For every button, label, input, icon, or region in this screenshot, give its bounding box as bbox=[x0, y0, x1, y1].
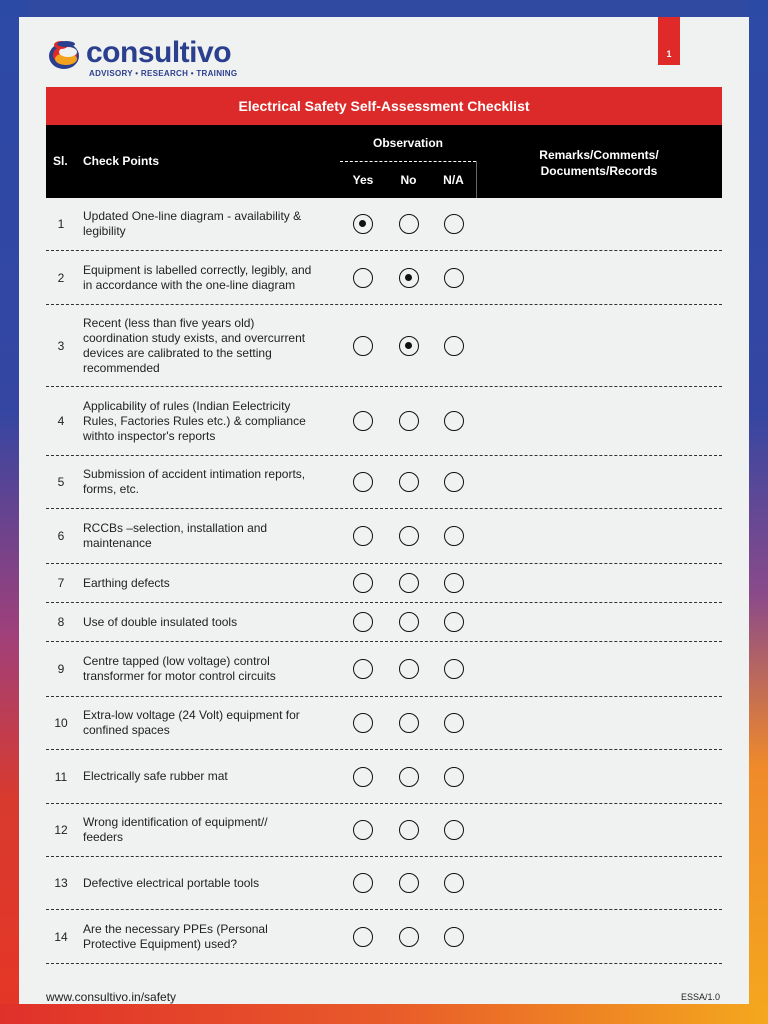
checklist-row bbox=[46, 697, 722, 750]
radio-na[interactable] bbox=[444, 612, 464, 632]
row-check-point-text bbox=[83, 263, 311, 293]
radio-no[interactable] bbox=[399, 820, 419, 840]
radio-no[interactable] bbox=[399, 873, 419, 893]
row-check-point-line: legibility bbox=[83, 224, 126, 238]
header-no: No bbox=[400, 173, 417, 187]
row-check-point-line: withto inspector's reports bbox=[83, 428, 216, 443]
header-remarks bbox=[516, 147, 682, 179]
checklist-row bbox=[46, 804, 722, 857]
row-check-point-line: Updated One-line diagram - availability & bbox=[83, 209, 302, 223]
radio-yes[interactable] bbox=[353, 411, 373, 431]
row-serial-number: 13 bbox=[54, 876, 68, 890]
radio-no[interactable] bbox=[399, 472, 419, 492]
radio-yes[interactable] bbox=[353, 659, 373, 679]
row-check-point-text bbox=[83, 922, 268, 952]
table-header bbox=[46, 125, 722, 198]
radio-yes[interactable] bbox=[353, 336, 373, 356]
row-check-point bbox=[83, 910, 333, 963]
checklist-row bbox=[46, 564, 722, 603]
row-check-point-line: Electrically safe rubber mat bbox=[83, 769, 228, 783]
radio-yes[interactable] bbox=[353, 612, 373, 632]
row-check-point-line: maintenance bbox=[83, 536, 152, 550]
checklist-row bbox=[46, 456, 722, 509]
row-check-point-text bbox=[83, 708, 300, 738]
row-check-point-line: Earthing defects bbox=[83, 575, 170, 590]
row-check-point-line: Use of double insulated tools bbox=[83, 614, 238, 629]
header-observation-divider bbox=[340, 161, 476, 162]
header-remarks-line-2: Documents/Records bbox=[540, 164, 658, 178]
row-check-point-text bbox=[83, 399, 306, 444]
radio-yes[interactable] bbox=[353, 873, 373, 893]
row-check-point bbox=[83, 251, 333, 304]
checklist-row bbox=[46, 857, 722, 910]
radio-na[interactable] bbox=[444, 336, 464, 356]
row-serial-number: 14 bbox=[54, 929, 68, 944]
header-remarks-line-1: Remarks/Comments/ bbox=[539, 148, 659, 162]
row-check-point bbox=[83, 804, 333, 856]
header-column-divider bbox=[476, 161, 477, 198]
row-serial-number: 7 bbox=[57, 576, 65, 590]
row-check-point-line: Protective Equipment) used? bbox=[83, 936, 238, 951]
radio-no[interactable] bbox=[399, 268, 419, 288]
row-check-point-line: in accordance with the one-line diagram bbox=[83, 277, 296, 292]
radio-no[interactable] bbox=[399, 411, 419, 431]
radio-yes[interactable] bbox=[353, 713, 373, 733]
radio-no[interactable] bbox=[399, 612, 419, 632]
row-check-point-line: recommended bbox=[83, 360, 160, 375]
checklist-row bbox=[46, 750, 722, 804]
row-check-point-line: Extra-low voltage (24 Volt) equipment for bbox=[83, 708, 300, 722]
row-serial-number: 10 bbox=[54, 716, 68, 730]
header-yes: Yes bbox=[352, 173, 374, 187]
row-check-point bbox=[83, 305, 333, 386]
radio-no[interactable] bbox=[399, 526, 419, 546]
consultivo-logo-icon bbox=[46, 34, 86, 74]
radio-na[interactable] bbox=[444, 472, 464, 492]
checklist-row bbox=[46, 305, 722, 387]
radio-no[interactable] bbox=[399, 336, 419, 356]
row-check-point bbox=[83, 387, 333, 455]
radio-no[interactable] bbox=[399, 214, 419, 234]
row-check-point bbox=[83, 603, 333, 641]
radio-na[interactable] bbox=[444, 767, 464, 787]
radio-no[interactable] bbox=[399, 573, 419, 593]
row-check-point-line: transformer for motor control circuits bbox=[83, 669, 276, 683]
row-check-point-line: Wrong identification of equipment// bbox=[83, 815, 268, 829]
radio-no[interactable] bbox=[399, 659, 419, 679]
checklist-row bbox=[46, 198, 722, 251]
row-check-point-text bbox=[83, 209, 301, 239]
row-check-point-line: Submission of accident intimation reports, bbox=[83, 467, 306, 481]
radio-yes[interactable] bbox=[353, 927, 373, 947]
row-check-point bbox=[83, 564, 333, 602]
radio-yes[interactable] bbox=[353, 472, 373, 492]
radio-yes[interactable] bbox=[353, 767, 373, 787]
radio-na[interactable] bbox=[444, 820, 464, 840]
row-check-point-line: Applicability of rules (Indian Eelectricity bbox=[83, 398, 291, 413]
row-check-point-line: feeders bbox=[83, 830, 124, 844]
row-check-point bbox=[83, 697, 333, 749]
checklist-row bbox=[46, 509, 722, 564]
radio-na[interactable] bbox=[444, 214, 464, 234]
row-check-point-text bbox=[83, 654, 276, 684]
brand-name: consultivo bbox=[86, 36, 232, 69]
consultivo-logo bbox=[46, 34, 236, 94]
row-check-point bbox=[83, 642, 333, 696]
row-check-point bbox=[83, 750, 333, 803]
checklist-row bbox=[46, 251, 722, 305]
radio-no[interactable] bbox=[399, 927, 419, 947]
radio-no[interactable] bbox=[399, 713, 419, 733]
row-check-point-line: Recent (less than five years old) bbox=[83, 315, 255, 330]
radio-na[interactable] bbox=[444, 573, 464, 593]
radio-na[interactable] bbox=[444, 268, 464, 288]
brand-tagline: ADVISORY • RESEARCH • TRAINING bbox=[89, 69, 238, 78]
row-check-point-line: forms, etc. bbox=[83, 482, 140, 496]
row-check-point-text bbox=[83, 769, 228, 784]
row-serial-number: 5 bbox=[57, 475, 65, 489]
row-serial-number: 8 bbox=[57, 615, 65, 629]
row-serial-number: 4 bbox=[57, 414, 65, 428]
radio-yes[interactable] bbox=[353, 268, 373, 288]
row-serial-number: 12 bbox=[54, 823, 68, 837]
radio-yes[interactable] bbox=[353, 820, 373, 840]
row-check-point-line: Equipment is labelled correctly, legibly, and bbox=[83, 262, 312, 277]
frame-right-gradient bbox=[746, 0, 768, 1024]
frame-bottom-gradient bbox=[0, 1004, 768, 1024]
row-serial-number: 2 bbox=[57, 270, 65, 285]
header-observation: Observation bbox=[372, 136, 444, 150]
row-check-point-line: coordination study exists, and overcurrent bbox=[83, 330, 306, 345]
header-na: N/A bbox=[443, 173, 464, 187]
checklist-row bbox=[46, 387, 722, 456]
row-check-point-line: Defective electrical portable tools bbox=[83, 875, 260, 890]
row-check-point-line: Are the necessary PPEs (Personal bbox=[83, 921, 268, 936]
row-check-point-text bbox=[83, 316, 305, 376]
row-serial-number: 1 bbox=[57, 217, 65, 231]
radio-na[interactable] bbox=[444, 526, 464, 546]
footer-document-code: ESSA/1.0 bbox=[681, 992, 721, 1002]
row-check-point bbox=[83, 198, 333, 250]
radio-na[interactable] bbox=[444, 927, 464, 947]
row-check-point-line: confined spaces bbox=[83, 723, 170, 737]
header-check-points: Check Points bbox=[83, 154, 160, 168]
radio-yes[interactable] bbox=[353, 573, 373, 593]
checklist-row bbox=[46, 910, 722, 964]
row-serial-number: 6 bbox=[57, 529, 65, 543]
radio-na[interactable] bbox=[444, 659, 464, 679]
radio-yes[interactable] bbox=[353, 526, 373, 546]
row-check-point-text bbox=[83, 521, 267, 551]
row-check-point-line: RCCBs –selection, installation and bbox=[83, 521, 268, 535]
row-check-point-text bbox=[83, 467, 305, 497]
header-sl: Sl. bbox=[53, 154, 68, 168]
row-check-point-line: Centre tapped (low voltage) control bbox=[83, 654, 270, 668]
row-serial-number: 11 bbox=[54, 769, 68, 784]
row-check-point-line: Rules, Factories Rules etc.) & compliance bbox=[83, 413, 306, 428]
checklist-title: Electrical Safety Self-Assessment Checklist bbox=[46, 87, 722, 125]
row-serial-number: 9 bbox=[57, 662, 65, 676]
row-check-point-text bbox=[83, 815, 268, 845]
radio-na[interactable] bbox=[444, 411, 464, 431]
checklist-row bbox=[46, 603, 722, 642]
row-check-point-text bbox=[83, 876, 259, 891]
page-number-badge: 1 bbox=[658, 17, 680, 65]
radio-yes[interactable] bbox=[353, 214, 373, 234]
checklist-row bbox=[46, 642, 722, 697]
checklist-rows bbox=[46, 198, 722, 964]
row-check-point bbox=[83, 509, 333, 563]
row-check-point-text bbox=[83, 615, 237, 630]
row-check-point bbox=[83, 857, 333, 909]
radio-no[interactable] bbox=[399, 767, 419, 787]
radio-na[interactable] bbox=[444, 873, 464, 893]
footer-url[interactable]: www.consultivo.in/safety bbox=[46, 990, 177, 1004]
checklist-sheet bbox=[19, 17, 749, 1004]
row-serial-number: 3 bbox=[57, 338, 65, 353]
row-check-point-line: devices are calibrated to the setting bbox=[83, 345, 272, 360]
row-check-point bbox=[83, 456, 333, 508]
radio-na[interactable] bbox=[444, 713, 464, 733]
row-check-point-text bbox=[83, 576, 170, 591]
